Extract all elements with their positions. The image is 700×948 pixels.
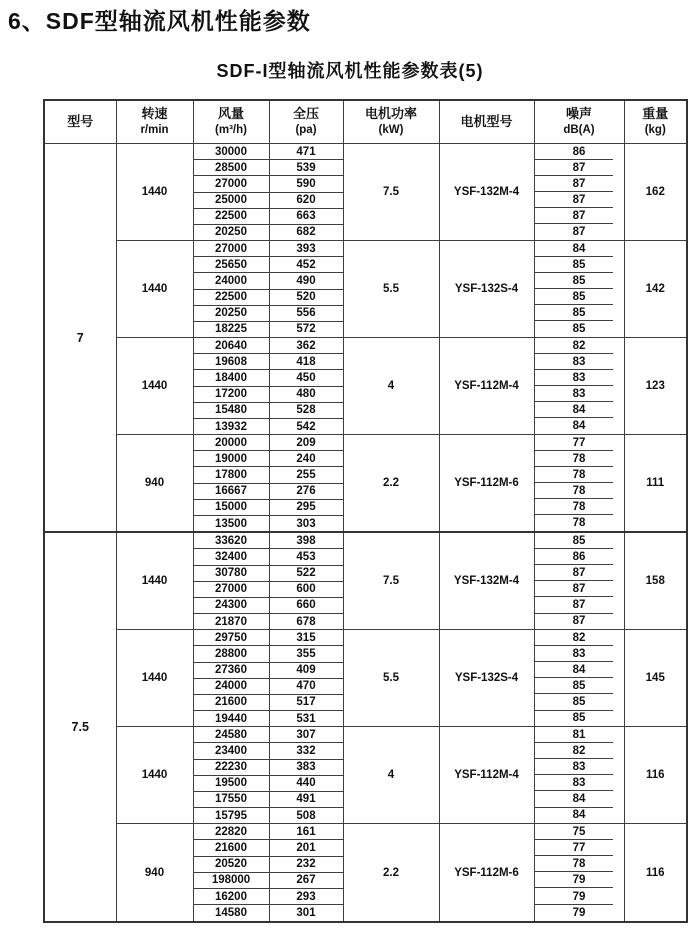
noise-cell: 87 xyxy=(534,208,624,224)
pressure-cell: 522 xyxy=(269,565,343,581)
weight-cell: 111 xyxy=(624,435,687,533)
header-air-volume xyxy=(193,100,269,144)
noise-cell: 83 xyxy=(534,759,624,775)
pressure-cell: 398 xyxy=(269,532,343,549)
noise-cell: 83 xyxy=(534,775,624,791)
air-volume-cell: 24300 xyxy=(193,597,269,613)
pressure-cell: 590 xyxy=(269,176,343,192)
air-volume-cell: 27360 xyxy=(193,662,269,678)
table-title: SDF-I型轴流风机性能参数表(5) xyxy=(216,61,484,81)
air-volume-cell: 22820 xyxy=(193,824,269,840)
air-volume-cell: 20250 xyxy=(193,305,269,321)
air-volume-cell: 15480 xyxy=(193,402,269,418)
speed-cell: 1440 xyxy=(116,532,193,630)
speed-cell: 940 xyxy=(116,435,193,533)
speed-cell: 940 xyxy=(116,824,193,922)
pressure-cell: 542 xyxy=(269,418,343,434)
air-volume-cell: 20640 xyxy=(193,338,269,354)
noise-cell: 85 xyxy=(534,694,624,710)
speed-cell: 1440 xyxy=(116,727,193,824)
noise-cell: 85 xyxy=(534,711,624,727)
noise-cell: 78 xyxy=(534,451,624,467)
noise-cell: 77 xyxy=(534,840,624,856)
air-volume-cell: 13500 xyxy=(193,515,269,532)
weight-cell: 158 xyxy=(624,532,687,630)
weight-cell: 123 xyxy=(624,338,687,435)
header-weight xyxy=(624,100,687,144)
pressure-cell: 508 xyxy=(269,808,343,824)
air-volume-cell: 20000 xyxy=(193,435,269,451)
motor-model-cell: YSF-112M-4 xyxy=(439,727,534,824)
header-speed-unit: r/min xyxy=(140,123,169,136)
air-volume-cell: 18225 xyxy=(193,321,269,337)
air-volume-cell: 13932 xyxy=(193,418,269,434)
table-body xyxy=(44,144,687,923)
page-title: 6、SDF型轴流风机性能参数 xyxy=(8,8,311,34)
pressure-cell: 528 xyxy=(269,402,343,418)
air-volume-cell: 17550 xyxy=(193,791,269,807)
pressure-cell: 663 xyxy=(269,208,343,224)
pressure-cell: 539 xyxy=(269,160,343,176)
pressure-cell: 307 xyxy=(269,727,343,743)
noise-cell: 79 xyxy=(534,905,624,922)
air-volume-cell: 21870 xyxy=(193,614,269,630)
noise-cell: 83 xyxy=(534,370,624,386)
speed-cell: 1440 xyxy=(116,144,193,241)
pressure-cell: 678 xyxy=(269,614,343,630)
pressure-cell: 517 xyxy=(269,694,343,710)
air-volume-cell: 17800 xyxy=(193,467,269,483)
noise-cell: 85 xyxy=(534,273,624,289)
air-volume-cell: 19000 xyxy=(193,451,269,467)
air-volume-cell: 14580 xyxy=(193,905,269,922)
motor-power-cell: 7.5 xyxy=(343,144,439,241)
noise-cell: 86 xyxy=(534,144,624,160)
motor-model-cell: YSF-112M-4 xyxy=(439,338,534,435)
header-air-volume-unit: (m³/h) xyxy=(215,123,247,136)
header-motor-model xyxy=(439,100,534,144)
noise-cell: 85 xyxy=(534,678,624,694)
air-volume-cell: 30000 xyxy=(193,144,269,160)
pressure-cell: 452 xyxy=(269,257,343,273)
pressure-cell: 682 xyxy=(269,224,343,240)
pressure-cell: 383 xyxy=(269,759,343,775)
air-volume-cell: 21600 xyxy=(193,840,269,856)
pressure-cell: 520 xyxy=(269,289,343,305)
pressure-cell: 470 xyxy=(269,678,343,694)
header-model xyxy=(44,100,116,144)
speed-cell: 1440 xyxy=(116,241,193,338)
air-volume-cell: 17200 xyxy=(193,386,269,402)
noise-cell: 83 xyxy=(534,646,624,662)
air-volume-cell: 19608 xyxy=(193,354,269,370)
noise-cell: 87 xyxy=(534,614,624,630)
table-row xyxy=(44,727,687,743)
noise-cell: 81 xyxy=(534,727,624,743)
pressure-cell: 332 xyxy=(269,743,343,759)
noise-cell: 84 xyxy=(534,662,624,678)
noise-cell: 86 xyxy=(534,549,624,565)
noise-cell: 87 xyxy=(534,597,624,613)
motor-model-cell: YSF-132S-4 xyxy=(439,630,534,727)
motor-model-cell: YSF-112M-6 xyxy=(439,435,534,533)
pressure-cell: 293 xyxy=(269,888,343,904)
model-cell: 7 xyxy=(44,144,116,533)
air-volume-cell: 24580 xyxy=(193,727,269,743)
pressure-cell: 276 xyxy=(269,483,343,499)
air-volume-cell: 32400 xyxy=(193,549,269,565)
weight-cell: 116 xyxy=(624,824,687,922)
header-speed-label: 转速 xyxy=(141,106,168,122)
pressure-cell: 531 xyxy=(269,711,343,727)
pressure-cell: 295 xyxy=(269,499,343,515)
pressure-cell: 480 xyxy=(269,386,343,402)
noise-cell: 87 xyxy=(534,160,624,176)
noise-cell: 85 xyxy=(534,532,624,549)
air-volume-cell: 15000 xyxy=(193,499,269,515)
air-volume-cell: 16200 xyxy=(193,888,269,904)
motor-model-cell: YSF-132M-4 xyxy=(439,144,534,241)
air-volume-cell: 20250 xyxy=(193,224,269,240)
weight-cell: 162 xyxy=(624,144,687,241)
noise-cell: 82 xyxy=(534,743,624,759)
noise-cell: 84 xyxy=(534,808,624,824)
speed-cell: 1440 xyxy=(116,338,193,435)
weight-cell: 145 xyxy=(624,630,687,727)
air-volume-cell: 28800 xyxy=(193,646,269,662)
motor-power-cell: 2.2 xyxy=(343,824,439,922)
table-row xyxy=(44,824,687,840)
pressure-cell: 450 xyxy=(269,370,343,386)
pressure-cell: 660 xyxy=(269,597,343,613)
header-motor-power-label: 电机功率 xyxy=(364,106,417,122)
pressure-cell: 440 xyxy=(269,775,343,791)
noise-cell: 87 xyxy=(534,581,624,597)
pressure-cell: 572 xyxy=(269,321,343,337)
motor-model-cell: YSF-132S-4 xyxy=(439,241,534,338)
noise-cell: 79 xyxy=(534,872,624,888)
noise-cell: 84 xyxy=(534,418,624,434)
header-noise-label: 噪声 xyxy=(565,106,592,122)
noise-cell: 82 xyxy=(534,338,624,354)
air-volume-cell: 24000 xyxy=(193,678,269,694)
air-volume-cell: 33620 xyxy=(193,532,269,549)
noise-cell: 83 xyxy=(534,386,624,402)
pressure-cell: 303 xyxy=(269,515,343,532)
pressure-cell: 600 xyxy=(269,581,343,597)
header-model-label: 型号 xyxy=(67,113,94,129)
table-row xyxy=(44,532,687,549)
header-pressure xyxy=(269,100,343,144)
air-volume-cell: 27000 xyxy=(193,176,269,192)
pressure-cell: 161 xyxy=(269,824,343,840)
table-row xyxy=(44,435,687,451)
pressure-cell: 393 xyxy=(269,241,343,257)
pressure-cell: 453 xyxy=(269,549,343,565)
noise-cell: 87 xyxy=(534,224,624,240)
pressure-cell: 201 xyxy=(269,840,343,856)
air-volume-cell: 198000 xyxy=(193,872,269,888)
table-row xyxy=(44,144,687,160)
model-cell: 7.5 xyxy=(44,532,116,922)
header-pressure-unit: (pa) xyxy=(295,123,317,136)
noise-cell: 78 xyxy=(534,483,624,499)
pressure-cell: 490 xyxy=(269,273,343,289)
weight-cell: 116 xyxy=(624,727,687,824)
noise-cell: 78 xyxy=(534,515,624,532)
air-volume-cell: 18400 xyxy=(193,370,269,386)
air-volume-cell: 22230 xyxy=(193,759,269,775)
noise-cell: 85 xyxy=(534,305,624,321)
noise-cell: 83 xyxy=(534,354,624,370)
noise-cell: 85 xyxy=(534,321,624,337)
air-volume-cell: 23400 xyxy=(193,743,269,759)
air-volume-cell: 19440 xyxy=(193,711,269,727)
header-noise-unit: dB(A) xyxy=(563,123,595,136)
header-speed xyxy=(116,100,193,144)
noise-cell: 78 xyxy=(534,856,624,872)
pressure-cell: 491 xyxy=(269,791,343,807)
air-volume-cell: 25000 xyxy=(193,192,269,208)
header-pressure-label: 全压 xyxy=(292,106,319,122)
air-volume-cell: 22500 xyxy=(193,208,269,224)
noise-cell: 78 xyxy=(534,499,624,515)
pressure-cell: 315 xyxy=(269,630,343,646)
motor-power-cell: 4 xyxy=(343,727,439,824)
noise-cell: 87 xyxy=(534,565,624,581)
motor-power-cell: 4 xyxy=(343,338,439,435)
noise-cell: 85 xyxy=(534,257,624,273)
weight-cell: 142 xyxy=(624,241,687,338)
pressure-cell: 471 xyxy=(269,144,343,160)
air-volume-cell: 28500 xyxy=(193,160,269,176)
pressure-cell: 362 xyxy=(269,338,343,354)
noise-cell: 75 xyxy=(534,824,624,840)
air-volume-cell: 22500 xyxy=(193,289,269,305)
pressure-cell: 240 xyxy=(269,451,343,467)
header-row xyxy=(44,100,687,144)
pressure-cell: 620 xyxy=(269,192,343,208)
air-volume-cell: 30780 xyxy=(193,565,269,581)
pressure-cell: 267 xyxy=(269,872,343,888)
air-volume-cell: 20520 xyxy=(193,856,269,872)
noise-cell: 84 xyxy=(534,791,624,807)
header-motor-power xyxy=(343,100,439,144)
motor-power-cell: 5.5 xyxy=(343,630,439,727)
noise-cell: 78 xyxy=(534,467,624,483)
noise-cell: 77 xyxy=(534,435,624,451)
air-volume-cell: 15795 xyxy=(193,808,269,824)
motor-power-cell: 5.5 xyxy=(343,241,439,338)
header-noise xyxy=(534,100,624,144)
air-volume-cell: 25650 xyxy=(193,257,269,273)
header-weight-label: 重量 xyxy=(642,106,669,122)
pressure-cell: 301 xyxy=(269,905,343,922)
speed-cell: 1440 xyxy=(116,630,193,727)
pressure-cell: 232 xyxy=(269,856,343,872)
motor-model-cell: YSF-132M-4 xyxy=(439,532,534,630)
noise-cell: 84 xyxy=(534,402,624,418)
table-row xyxy=(44,338,687,354)
noise-cell: 87 xyxy=(534,176,624,192)
air-volume-cell: 29750 xyxy=(193,630,269,646)
motor-power-cell: 7.5 xyxy=(343,532,439,630)
pressure-cell: 556 xyxy=(269,305,343,321)
table-row xyxy=(44,630,687,646)
noise-cell: 82 xyxy=(534,630,624,646)
header-air-volume-label: 风量 xyxy=(217,106,244,122)
noise-cell: 84 xyxy=(534,241,624,257)
air-volume-cell: 27000 xyxy=(193,581,269,597)
noise-cell: 85 xyxy=(534,289,624,305)
air-volume-cell: 16667 xyxy=(193,483,269,499)
table-row xyxy=(44,241,687,257)
noise-cell: 87 xyxy=(534,192,624,208)
header-motor-model-label: 电机型号 xyxy=(460,113,513,129)
noise-cell: 79 xyxy=(534,888,624,904)
pressure-cell: 355 xyxy=(269,646,343,662)
pressure-cell: 209 xyxy=(269,435,343,451)
pressure-cell: 255 xyxy=(269,467,343,483)
pressure-cell: 409 xyxy=(269,662,343,678)
air-volume-cell: 27000 xyxy=(193,241,269,257)
motor-model-cell: YSF-112M-6 xyxy=(439,824,534,922)
pressure-cell: 418 xyxy=(269,354,343,370)
motor-power-cell: 2.2 xyxy=(343,435,439,533)
header-weight-unit: (kg) xyxy=(644,123,666,136)
air-volume-cell: 24000 xyxy=(193,273,269,289)
air-volume-cell: 21600 xyxy=(193,694,269,710)
air-volume-cell: 19500 xyxy=(193,775,269,791)
table-header xyxy=(44,100,687,144)
performance-table xyxy=(43,99,688,923)
header-motor-power-unit: (kW) xyxy=(378,123,404,136)
